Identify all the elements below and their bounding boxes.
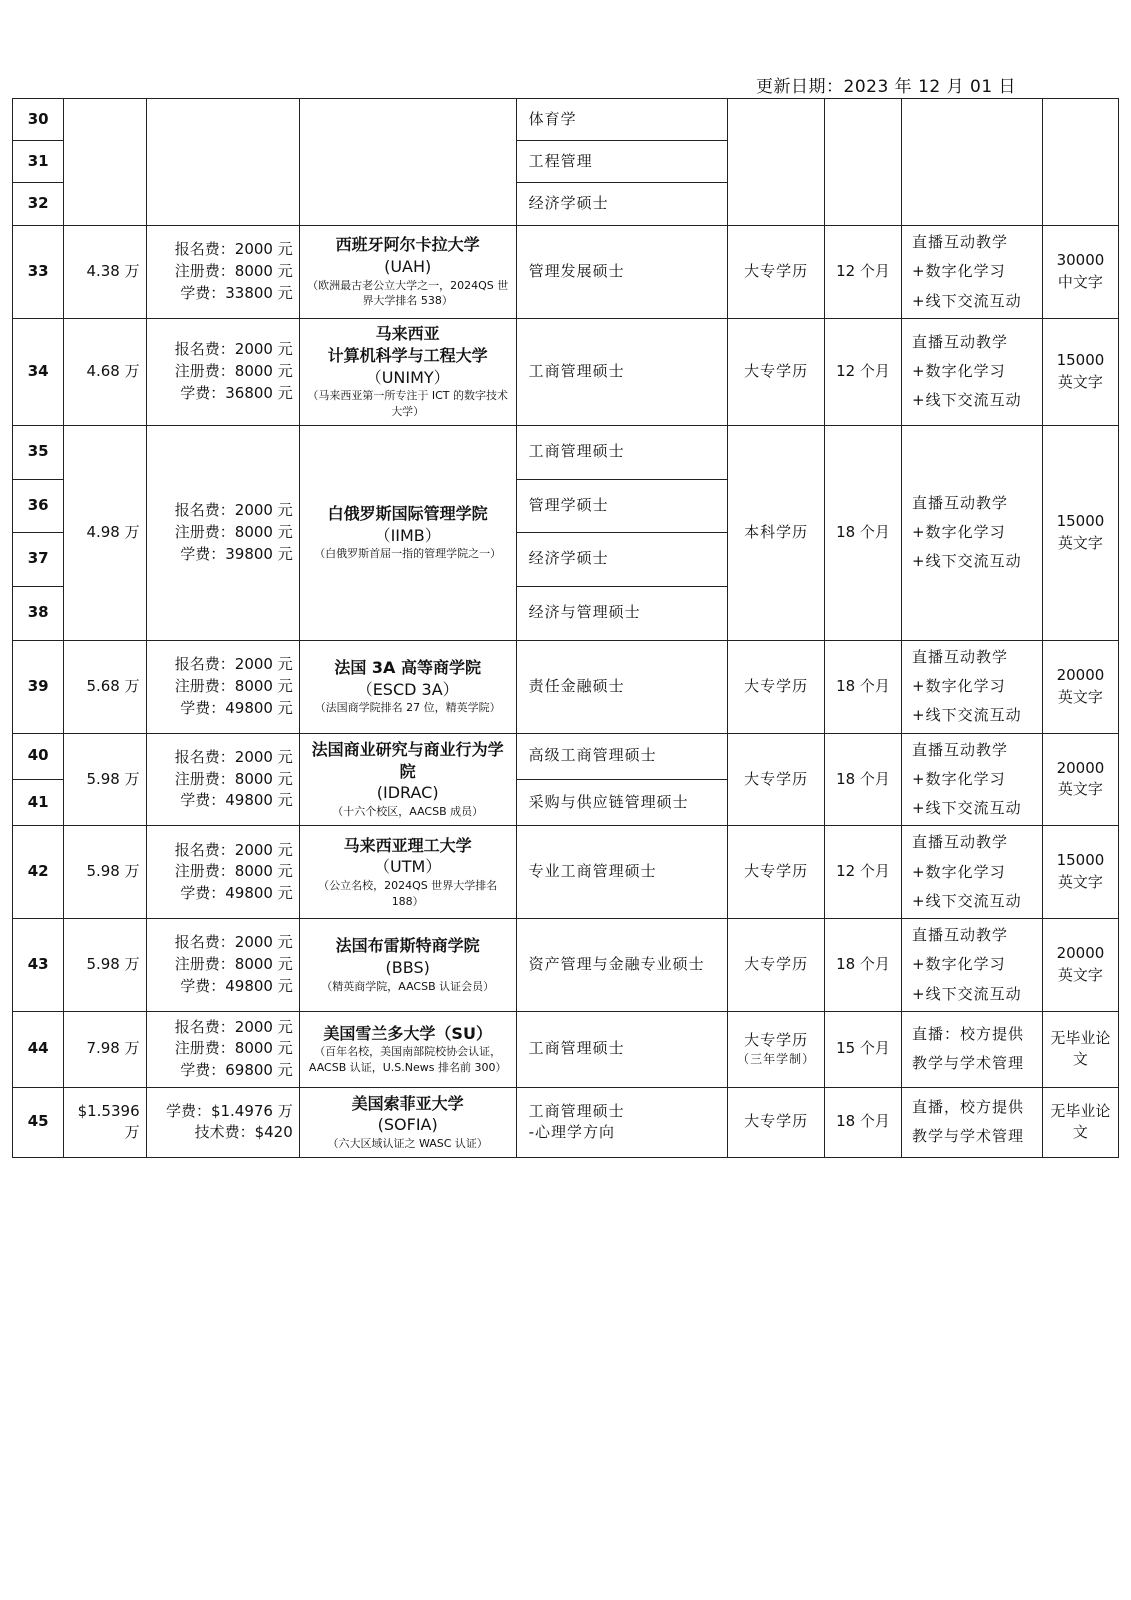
school-name: 法国布雷斯特商学院 <box>335 936 480 956</box>
program-name: 专业工商管理硕士 <box>516 826 728 919</box>
fee-line: 报名费：2000 元 <box>174 1017 293 1036</box>
fee-breakdown <box>146 1011 299 1087</box>
fee-line: 注册费：8000 元 <box>174 676 293 695</box>
fee-line: 学费：36800 元 <box>180 383 293 402</box>
education-requirement <box>728 226 825 319</box>
fee-line: 注册费：8000 元 <box>174 522 293 541</box>
table-row <box>13 1087 1119 1157</box>
fee-breakdown <box>146 226 299 319</box>
teaching-mode <box>902 1087 1043 1157</box>
price-total: 5.68 万 <box>64 640 146 733</box>
teaching-mode-line: +数字化学习 <box>912 862 1006 881</box>
school-info <box>299 640 516 733</box>
fee-line: 技术费：$420 <box>194 1123 293 1142</box>
fee-line: 注册费：8000 元 <box>174 361 293 380</box>
school-name: 马来西亚 计算机科学与工程大学 <box>327 324 488 366</box>
teaching-mode-line: 直播互动教学 <box>912 233 1009 251</box>
thesis-requirement: 15000 英文字 <box>1042 425 1118 640</box>
fee-line: 注册费：8000 元 <box>174 955 293 973</box>
teaching-mode-line: +数字化学习 <box>912 677 1006 695</box>
school-info <box>299 1011 516 1087</box>
table-row <box>13 226 1119 319</box>
teaching-mode-line: 直播互动教学 <box>912 332 1009 351</box>
fee-breakdown <box>146 640 299 733</box>
teaching-mode <box>902 919 1043 1012</box>
teaching-mode <box>902 826 1043 919</box>
school-abbr: （UNIMY） <box>365 367 450 387</box>
update-date: 更新日期：2023 年 12 月 01 日 <box>756 77 1017 97</box>
fee-line: 报名费：2000 元 <box>174 655 293 673</box>
thesis-requirement: 30000 中文字 <box>1042 226 1118 319</box>
table-row <box>13 640 1119 733</box>
school-note: （精英商学院，AACSB 认证会员） <box>321 979 495 993</box>
fee-line: 报名费：2000 元 <box>174 340 293 359</box>
teaching-mode-line: +数字化学习 <box>912 769 1006 788</box>
row-number: 32 <box>13 183 64 226</box>
table-row <box>13 733 1119 779</box>
thesis-requirement: 15000 英文字 <box>1042 826 1118 919</box>
thesis-requirement: 20000 英文字 <box>1042 640 1118 733</box>
row-number: 38 <box>13 586 64 640</box>
fee-line: 注册费：8000 元 <box>174 862 293 881</box>
program-name: 工商管理硕士 -心理学方向 <box>516 1087 728 1157</box>
education-label: 大专学历 <box>744 361 809 380</box>
teaching-mode <box>902 226 1043 319</box>
fee-breakdown <box>146 733 299 826</box>
row-number: 43 <box>13 919 64 1012</box>
school-note: （公立名校，2024QS 世界大学排名 188） <box>318 878 498 908</box>
thesis-requirement <box>1042 99 1118 226</box>
education-label: 大专学历 <box>744 262 809 280</box>
teaching-mode-line: +线下交流互动 <box>912 291 1022 310</box>
fee-line: 学费：49800 元 <box>180 976 293 995</box>
fee-line: 注册费：8000 元 <box>174 262 293 280</box>
thesis-requirement: 20000 英文字 <box>1042 919 1118 1012</box>
school-abbr: （IIMB） <box>374 525 441 545</box>
school-abbr: (UAH) <box>384 256 432 276</box>
program-name: 管理学硕士 <box>516 479 728 532</box>
teaching-mode-line: +线下交流互动 <box>912 391 1022 410</box>
program-name: 工商管理硕士 <box>516 318 728 425</box>
teaching-mode-line: 直播互动教学 <box>912 740 1009 759</box>
school-info <box>299 99 516 226</box>
school-note: （六大区域认证之 WASC 认证） <box>327 1136 488 1150</box>
thesis-requirement: 20000 英文字 <box>1042 733 1118 826</box>
school-name: 法国商业研究与商业行为学院 <box>311 740 504 781</box>
education-label: 大专学历 <box>744 955 809 973</box>
price-total: 5.98 万 <box>64 826 146 919</box>
education-requirement <box>728 425 825 640</box>
education-requirement <box>728 826 825 919</box>
table-row <box>13 99 1119 141</box>
duration: 18 个月 <box>824 1087 901 1157</box>
program-name: 经济学硕士 <box>516 183 728 226</box>
school-name: 马来西亚理工大学 <box>343 835 472 855</box>
row-number: 34 <box>13 318 64 425</box>
school-info <box>299 733 516 826</box>
teaching-mode-line: +线下交流互动 <box>912 552 1022 571</box>
price-total: 5.98 万 <box>64 733 146 826</box>
row-number: 37 <box>13 532 64 586</box>
school-note: （白俄罗斯首屈一指的管理学院之一） <box>314 547 502 561</box>
row-number: 30 <box>13 99 64 141</box>
table-row <box>13 318 1119 425</box>
fee-line: 学费：33800 元 <box>180 283 293 302</box>
price-total: $1.5396 万 <box>64 1087 146 1157</box>
fee-line: 报名费：2000 元 <box>174 501 293 520</box>
fee-line: 注册费：8000 元 <box>174 769 293 788</box>
education-requirement <box>728 1087 825 1157</box>
school-name: 美国雪兰多大学（SU） <box>323 1023 492 1043</box>
education-label: 大专学历 <box>744 862 809 881</box>
teaching-mode-line: 直播互动教学 <box>912 833 1009 852</box>
school-info <box>299 919 516 1012</box>
table-row <box>13 826 1119 919</box>
program-name: 采购与供应链管理硕士 <box>516 779 728 825</box>
teaching-mode-line: +数字化学习 <box>912 262 1006 281</box>
school-info <box>299 425 516 640</box>
teaching-mode-line: 教学与学术管理 <box>912 1054 1025 1073</box>
fee-breakdown <box>146 919 299 1012</box>
table-row <box>13 425 1119 479</box>
school-note: （十六个校区，AACSB 成员） <box>332 804 484 818</box>
teaching-mode-line: +线下交流互动 <box>912 799 1022 817</box>
row-number: 33 <box>13 226 64 319</box>
school-info <box>299 1087 516 1157</box>
education-requirement <box>728 640 825 733</box>
school-info <box>299 226 516 319</box>
row-number: 39 <box>13 640 64 733</box>
school-name: 美国索菲亚大学 <box>351 1093 464 1113</box>
fee-breakdown <box>146 318 299 425</box>
education-label: 本科学历 <box>744 522 809 541</box>
fee-line: 报名费：2000 元 <box>174 747 293 766</box>
fee-breakdown <box>146 1087 299 1157</box>
program-name: 经济学硕士 <box>516 532 728 586</box>
teaching-mode-line: +数字化学习 <box>912 955 1006 974</box>
program-name: 管理发展硕士 <box>516 226 728 319</box>
fee-breakdown <box>146 826 299 919</box>
price-total: 4.98 万 <box>64 425 146 640</box>
program-table <box>12 98 1119 1158</box>
fee-line: 注册费：8000 元 <box>174 1039 293 1058</box>
fee-line: 学费：$1.4976 万 <box>165 1101 293 1120</box>
education-label: 大专学历 <box>744 1030 809 1049</box>
table-row <box>13 1011 1119 1087</box>
duration: 12 个月 <box>824 226 901 319</box>
program-name: 工商管理硕士 <box>516 425 728 479</box>
school-abbr: (SOFIA) <box>377 1115 438 1135</box>
teaching-mode-line: 直播互动教学 <box>912 926 1009 944</box>
price-total: 4.38 万 <box>64 226 146 319</box>
fee-line: 报名费：2000 元 <box>174 240 293 259</box>
duration: 18 个月 <box>824 733 901 826</box>
fee-breakdown <box>146 425 299 640</box>
teaching-mode <box>902 318 1043 425</box>
school-name: 法国 3A 高等商学院 <box>334 658 482 678</box>
row-number: 35 <box>13 425 64 479</box>
school-info <box>299 318 516 425</box>
thesis-requirement: 15000 英文字 <box>1042 318 1118 425</box>
school-note: （马来西亚第一所专注于 ICT 的数字技术大学） <box>307 389 508 419</box>
education-requirement <box>728 1011 825 1087</box>
price-total: 5.98 万 <box>64 919 146 1012</box>
teaching-mode <box>902 425 1043 640</box>
education-requirement <box>728 733 825 826</box>
education-requirement <box>728 919 825 1012</box>
thesis-requirement: 无毕业论文 <box>1042 1087 1118 1157</box>
row-number: 45 <box>13 1087 64 1157</box>
program-name: 体育学 <box>516 99 728 141</box>
duration: 12 个月 <box>824 318 901 425</box>
school-name: 西班牙阿尔卡拉大学 <box>335 235 480 255</box>
teaching-mode-line: +数字化学习 <box>912 362 1006 381</box>
duration <box>824 99 901 226</box>
school-abbr: (IDRAC) <box>376 783 439 803</box>
duration: 15 个月 <box>824 1011 901 1087</box>
teaching-mode-line: +线下交流互动 <box>912 706 1022 725</box>
thesis-requirement: 无毕业论文 <box>1042 1011 1118 1087</box>
program-name: 经济与管理硕士 <box>516 586 728 640</box>
education-label: 大专学历 <box>744 1112 809 1131</box>
school-note: （法国商学院排名 27 位，精英学院） <box>314 701 501 715</box>
fee-breakdown <box>146 99 299 226</box>
row-number: 41 <box>13 779 64 825</box>
education-label: 大专学历 <box>744 769 809 788</box>
school-note: （百年名校，美国南部院校协会认证，AACSB 认证，U.S.News 排名前 300） <box>308 1045 507 1075</box>
program-name: 资产管理与金融专业硕士 <box>516 919 728 1012</box>
fee-line: 报名费：2000 元 <box>174 933 293 952</box>
price-total: 4.68 万 <box>64 318 146 425</box>
school-info <box>299 826 516 919</box>
teaching-mode-line: 教学与学术管理 <box>912 1127 1025 1146</box>
program-name: 工程管理 <box>516 141 728 183</box>
teaching-mode-line: 直播：校方提供 <box>912 1025 1025 1043</box>
school-abbr: （ESCD 3A） <box>356 679 459 699</box>
teaching-mode <box>902 640 1043 733</box>
teaching-mode-line: 直播互动教学 <box>912 493 1009 512</box>
duration: 18 个月 <box>824 640 901 733</box>
fee-line: 学费：69800 元 <box>180 1061 293 1080</box>
teaching-mode-line: +线下交流互动 <box>912 891 1022 910</box>
fee-line: 报名费：2000 元 <box>174 840 293 859</box>
table-row <box>13 919 1119 1012</box>
fee-line: 学费：39800 元 <box>180 544 293 563</box>
program-name: 责任金融硕士 <box>516 640 728 733</box>
teaching-mode <box>902 733 1043 826</box>
teaching-mode-line: +线下交流互动 <box>912 984 1022 1003</box>
education-note: （三年学制） <box>737 1052 816 1067</box>
school-note: （欧洲最古老公立大学之一，2024QS 世界大学排名 538） <box>307 278 509 308</box>
fee-line: 学费：49800 元 <box>180 698 293 717</box>
row-number: 31 <box>13 141 64 183</box>
fee-line: 学费：49800 元 <box>180 791 293 810</box>
row-number: 42 <box>13 826 64 919</box>
education-requirement <box>728 99 825 226</box>
price-total: 7.98 万 <box>64 1011 146 1087</box>
teaching-mode <box>902 99 1043 226</box>
education-requirement <box>728 318 825 425</box>
row-number: 36 <box>13 479 64 532</box>
teaching-mode <box>902 1011 1043 1087</box>
teaching-mode-line: +数字化学习 <box>912 523 1006 542</box>
fee-line: 学费：49800 元 <box>180 884 293 902</box>
program-name: 高级工商管理硕士 <box>516 733 728 779</box>
duration: 12 个月 <box>824 826 901 919</box>
duration: 18 个月 <box>824 425 901 640</box>
row-number: 40 <box>13 733 64 779</box>
school-name: 白俄罗斯国际管理学院 <box>327 504 488 524</box>
row-number: 44 <box>13 1011 64 1087</box>
program-name: 工商管理硕士 <box>516 1011 728 1087</box>
school-abbr: (BBS) <box>385 957 430 977</box>
education-label: 大专学历 <box>744 676 809 695</box>
teaching-mode-line: 直播，校方提供 <box>912 1098 1025 1116</box>
duration: 18 个月 <box>824 919 901 1012</box>
teaching-mode-line: 直播互动教学 <box>912 647 1009 666</box>
price-total <box>64 99 146 226</box>
school-abbr: （UTM） <box>374 857 442 877</box>
